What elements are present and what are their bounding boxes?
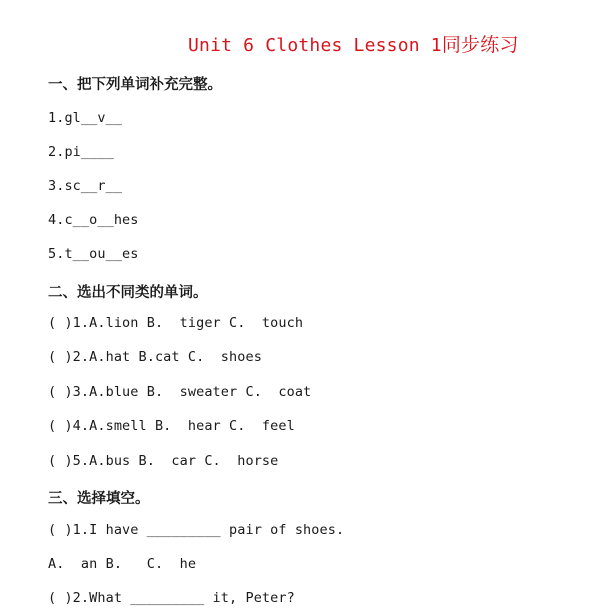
section-1-line-5: 5.t__ou__es — [48, 246, 139, 262]
section-1-line-3: 3.sc__r__ — [48, 178, 123, 194]
section-1-heading: 一、把下列单词补充完整。 — [48, 77, 222, 93]
section-3-line-2: A. an B. C. he — [48, 556, 197, 572]
title-latin: Unit 6 Clothes Lesson 1 — [188, 35, 442, 56]
worksheet-title — [188, 30, 519, 57]
section-3-line-1: ( )1.I have _________ pair of shoes. — [48, 522, 345, 538]
section-2-heading: 二、选出不同类的单词。 — [48, 285, 208, 301]
section-3-line-3: ( )2.What _________ it, Peter? — [48, 590, 295, 606]
section-2-line-4: ( )4.A.smell B. hear C. feel — [48, 418, 295, 434]
section-3-heading: 三、选择填空。 — [48, 491, 150, 507]
title-cjk: 同步练习 — [441, 34, 519, 56]
section-2-line-3: ( )3.A.blue B. sweater C. coat — [48, 384, 312, 400]
section-2-line-2: ( )2.A.hat B.cat C. shoes — [48, 349, 262, 365]
section-1-line-2: 2.pi____ — [48, 144, 114, 160]
section-2-line-5: ( )5.A.bus B. car C. horse — [48, 453, 279, 469]
section-1-line-4: 4.c__o__hes — [48, 212, 139, 228]
section-1-line-1: 1.gl__v__ — [48, 110, 123, 126]
section-2-line-1: ( )1.A.lion B. tiger C. touch — [48, 315, 304, 331]
